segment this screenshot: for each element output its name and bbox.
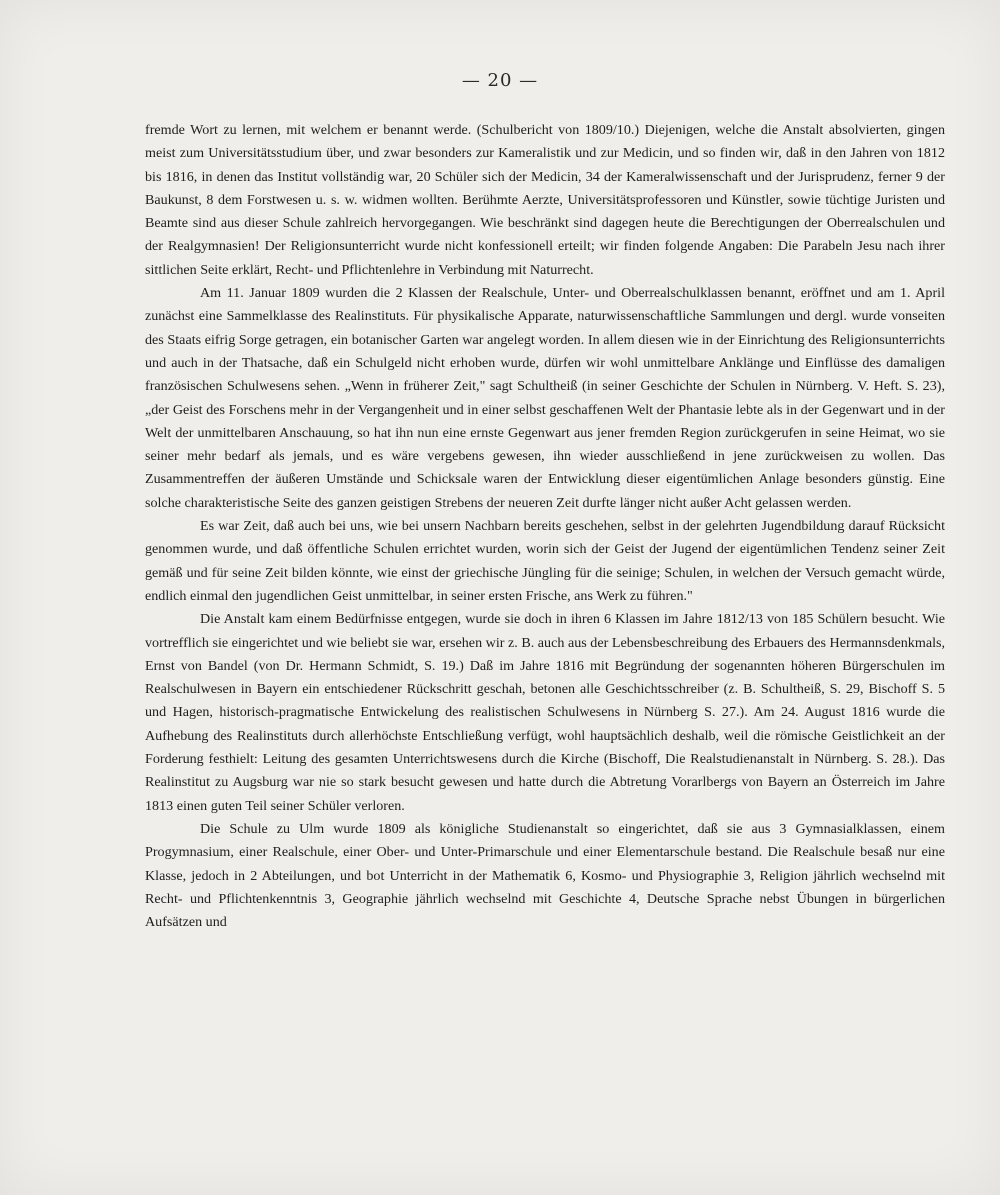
page-number: — 20 — — [461, 70, 539, 91]
paragraph-4: Die Anstalt kam einem Bedürfnisse entgegen, wurde sie doch in ihren 6 Klassen im Jahre 1812/13 von 185 Schülern besucht. Wie vortrefflich sie eingerichtet und wie beliebt sie war, ersehen wir z. B. auch aus der Lebensbeschreibung des Erbauers des Hermannsdenkmals, Ernst von Bandel (von Dr. Hermann Schmidt, S. 19.) Daß im Jahre 1816 mit Begründung der sogenannten höheren Bürgerschulen im Realschulwesen in Bayern ein entschiedener Rückschritt geschah, betonen alle Geschichtsschreiber (z. B. Schultheiß, S. 29, Bischoff S. 5 und Hagen, historisch-pragmatische Entwickelung des realistischen Schulwesens in Nürnberg S. 27.). Am 24. August 1816 wurde die Aufhebung des Realinstituts durch allerhöchste Entschließung verfügt, wohl hauptsächlich deshalb, weil die römische Geistlichkeit an der Forderung festhielt: Leitung des gesamten Unterrichtswesens durch die Kirche (Bischoff, Die Realstudienanstalt in Nürnberg. S. 28.). Das Realinstitut zu Augsburg war nie so stark besucht gewesen und hatte durch die Abtretung Vorarlbergs von Bayern an Österreich im Jahre 1813 einen guten Teil seiner Schüler verloren. — [145, 611, 945, 814]
body-text — [145, 119, 945, 934]
paragraph-5: Die Schule zu Ulm wurde 1809 als königliche Studienanstalt so eingerichtet, daß sie aus 3 Gymnasialklassen, einem Progymnasium, einer Realschule, einer Ober- und Unter-Primarschule und einer Elementarschule bestand. Die Realschule besaß nur eine Klasse, jedoch in 2 Abteilungen, und bot Unterricht in der Mathematik 6, Kosmo- und Physiographie 3, Religion jährlich wechselnd mit Recht- und Pflichtenkenntnis 3, Geographie jährlich wechselnd mit Geschichte 4, Deutsche Sprache nebst Übungen in bürgerlichen Aufsätzen und — [145, 820, 945, 931]
paragraph-3-quotation: Es war Zeit, daß auch bei uns, wie bei unsern Nachbarn bereits geschehen, selbst in der gelehrten Jugendbildung darauf Rücksicht genommen wurde, und daß öffentliche Schulen errichtet wurden, worin sich der Geist der Jugend der eigentümlichen Tendenz seiner Zeit gemäß und für seine Zeit bilden könnte, wie einst der griechische Jüngling für die seinige; Schulen, in welchen der Versuch gemacht würde, endlich einmal den jugendlichen Geist unmittelbar, in seiner ersten Frische, ans Werk zu führen." — [145, 518, 945, 604]
paragraph-1: fremde Wort zu lernen, mit welchem er benannt werde. (Schulbericht von 1809/10.) Diejenigen, welche die Anstalt absolvierten, gingen meist zum Universitätsstudium über, und zwar besonders zur Kameralistik und zur Medicin, und so finden wir, daß in den Jahren von 1812 bis 1816, in denen das Institut vollständig war, 20 Schüler sich der Medicin, 34 der Kameralwissenschaft und der Jurisprudenz, ferner 9 der Baukunst, 8 dem Forstwesen u. s. w. widmen wollten. Berühmte Aerzte, Universitätsprofessoren und Künstler, sowie tüchtige Juristen und Beamte sind aus dieser Schule zahlreich hervorgegangen. Wie beschränkt sind dagegen heute die Berechtigungen der Oberrealschulen und der Realgymnasien! Der Religionsunterricht wurde nicht konfessionell erteilt; wir finden folgende Angaben: Die Parabeln Jesu nach ihrer sittlichen Seite erklärt, Recht- und Pflichtenlehre in Verbindung mit Naturrecht. — [145, 122, 945, 278]
paragraph-2: Am 11. Januar 1809 wurden die 2 Klassen der Realschule, Unter- und Oberrealschulklassen benannt, eröffnet und am 1. April zunächst eine Sammelklasse des Realinstituts. Für physikalische Apparate, naturwissenschaftliche Sammlungen und dergl. wurde vonseiten des Staats eifrig Sorge getragen, ein botanischer Garten war angelegt worden. In allem diesen wie in der Einrichtung des Religionsunterrichts und auch in der Thatsache, daß ein Schulgeld nicht erhoben wurde, dürfen wir wohl unmittelbare Anklänge und Einflüsse des damaligen französischen Schulwesens sehen. „Wenn in früherer Zeit," sagt Schultheiß (in seiner Geschichte der Schulen in Nürnberg. V. Heft. S. 23), „der Geist des Forschens mehr in der Vergangenheit und in einer selbst geschaffenen Welt der Phantasie lebte als in der Gegenwart und in der Welt der unmittelbaren Anschauung, so hat ihn nun eine ernste Gegenwart aus jener fremden Region zurückgerufen in seine Heimat, wo sie seiner mehr bedarf als jemals, und es wäre vergebens gewesen, ihn wieder ausschließend in jene zurückweisen zu wollen. Das Zusammentreffen der äußeren Umstände und Schicksale waren der Entwicklung dieser eigentümlichen Anlage besonders günstig. Eine solche charakteristische Seite des ganzen geistigen Strebens der neueren Zeit durfte länger nicht außer Acht gelassen werden. — [145, 285, 945, 511]
